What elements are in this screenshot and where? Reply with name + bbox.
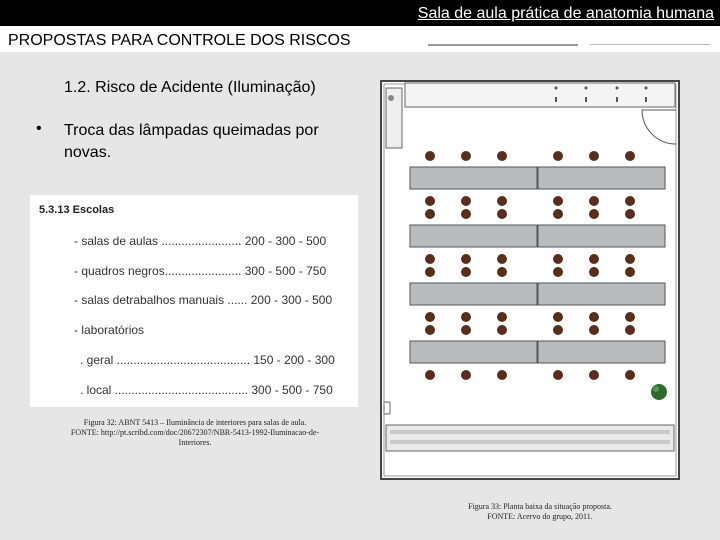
table-row: . local ........................................ 300 - 500 - 750: [80, 383, 333, 397]
illuminance-table: [30, 195, 358, 407]
table-row: . geral ........................................ 150 - 200 - 300: [80, 353, 335, 367]
caption-line: Figura 33: Planta baixa da situação proposta.: [468, 502, 612, 511]
caption-line: FONTE: Acervo do grupo, 2011.: [487, 512, 593, 521]
lab-table: [410, 341, 537, 363]
table-row: - salas detrabalhos manuais ...... 200 - 300 - 500: [74, 293, 333, 307]
lab-table: [410, 225, 537, 247]
bullet-marker: •: [36, 120, 42, 137]
figure-caption-left: [30, 418, 360, 448]
lab-table: [538, 283, 665, 305]
door-frame: [384, 402, 390, 414]
table-row: - salas de aulas ........................ 200 - 300 - 500: [74, 234, 327, 248]
plan-background: [380, 80, 680, 480]
caption-line: Interiores.: [178, 438, 212, 447]
top-counter: [405, 83, 675, 107]
lab-table: [538, 225, 665, 247]
lab-table: [538, 167, 665, 189]
plant-icon: [651, 384, 667, 400]
table-row: - quadros negros....................... 300 - 500 - 750: [74, 264, 327, 278]
caption-line: Figura 32: ABNT 5413 – Iluminância de interiores para salas de aula.: [83, 418, 307, 427]
lab-table: [538, 341, 665, 363]
lab-table: [410, 167, 537, 189]
divider-line: [428, 44, 578, 46]
slide-title: Sala de aula prática de anatomia humana: [417, 5, 714, 22]
table-row: - laboratórios: [74, 323, 145, 337]
cabinet-knob-icon: [388, 95, 394, 101]
table-title: 5.3.13 Escolas: [39, 204, 115, 216]
bullet-text: Troca das lâmpadas queimadas por novas.: [64, 122, 319, 161]
floor-plan: [380, 80, 680, 480]
bottom-counter: [386, 425, 674, 451]
caption-line: FONTE: http://pt.scribd.com/doc/20672307/NBR-5413-1992-Iluminacao-de-: [70, 428, 320, 437]
figure-caption-right: [420, 502, 660, 522]
lab-table: [410, 283, 537, 305]
divider-line: [590, 44, 710, 45]
section-heading: 1.2. Risco de Acidente (Iluminação): [64, 79, 316, 96]
slide-subtitle: PROPOSTAS PARA CONTROLE DOS RISCOS: [8, 32, 351, 49]
